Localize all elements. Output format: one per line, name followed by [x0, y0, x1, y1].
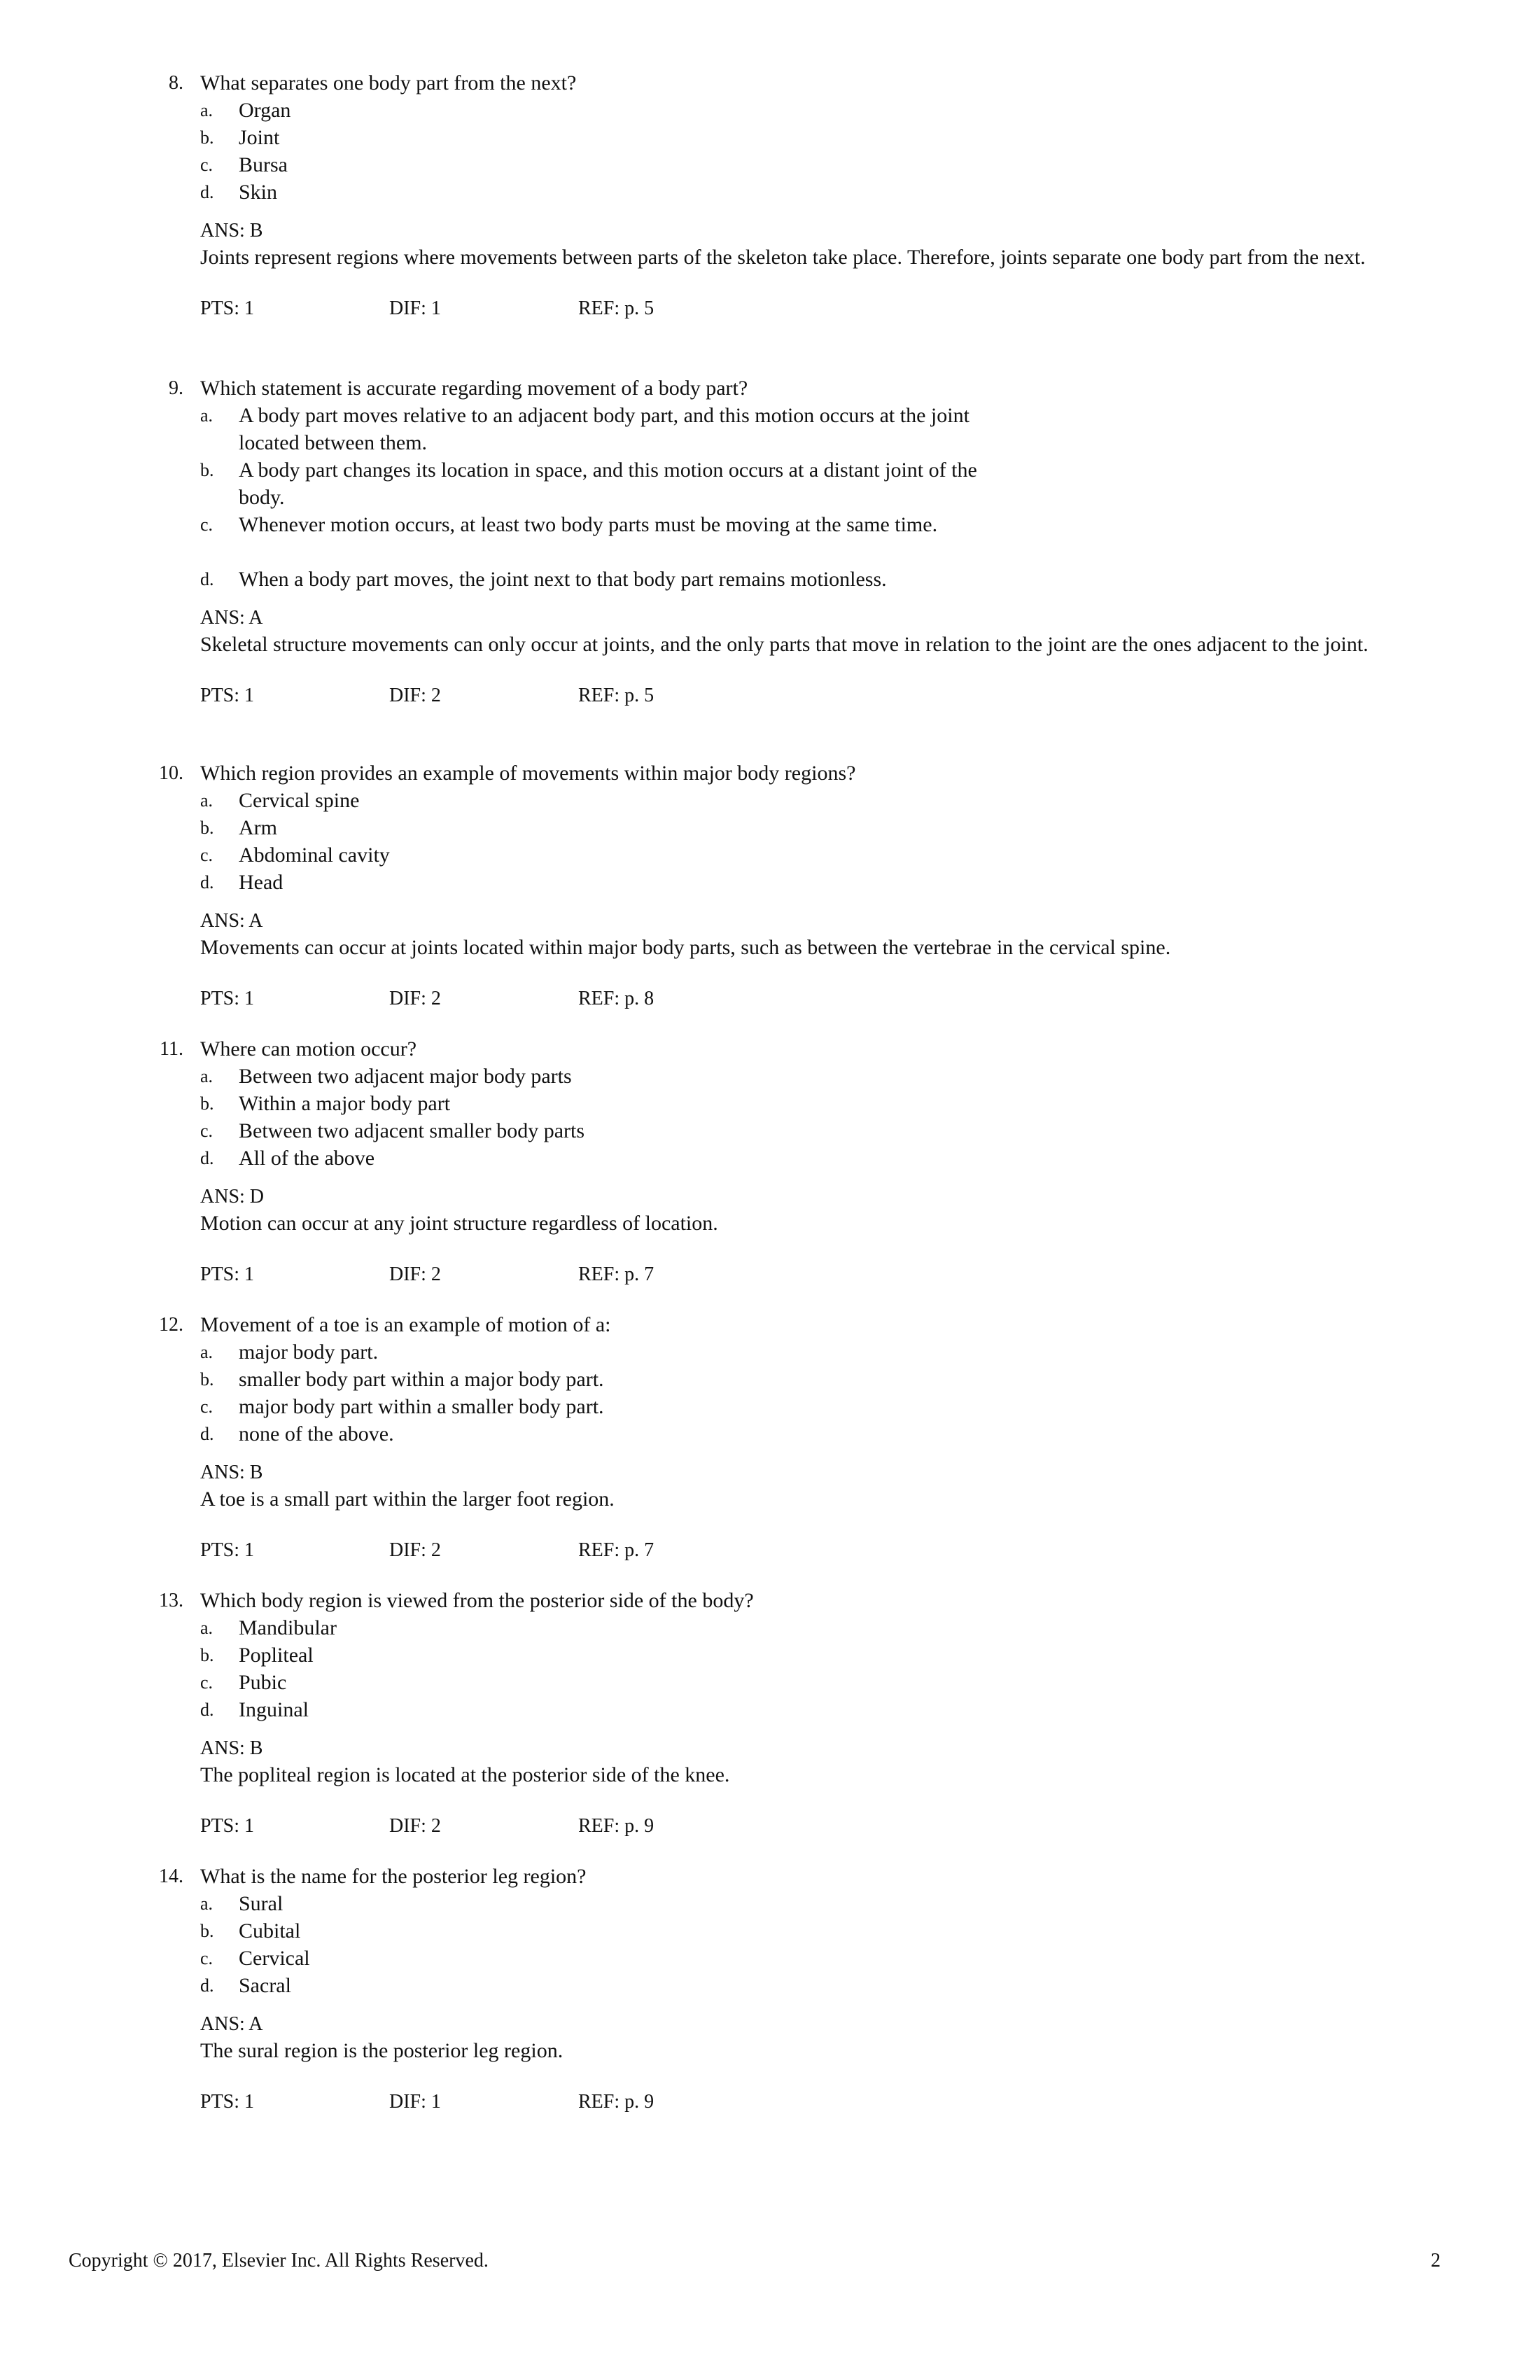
question-stem: Which body region is viewed from the posterior side of the body? — [200, 1589, 754, 1612]
copyright-notice: Copyright © 2017, Elsevier Inc. All Rights Reserved. — [69, 2250, 489, 2272]
option-letter: c. — [200, 845, 214, 865]
option-letter: d. — [200, 569, 214, 589]
option-letter: a. — [200, 790, 214, 811]
option-letter: a. — [200, 1618, 214, 1638]
option-letter: d. — [200, 1975, 214, 1996]
difficulty: DIF: 2 — [389, 988, 441, 1009]
option-letter: b. — [200, 1645, 214, 1665]
option-text: Bursa — [239, 153, 288, 176]
answer-key: ANS: B — [200, 220, 263, 241]
option-text: Sural — [239, 1892, 284, 1915]
option-letter: b. — [200, 1093, 214, 1114]
answer-rationale: Movements can occur at joints located within major body parts, such as between the vertebrae in the cervical spine. — [200, 936, 1171, 959]
option-text: Inguinal — [239, 1698, 309, 1721]
option-letter: b. — [200, 1921, 214, 1941]
page-reference: REF: p. 8 — [578, 988, 654, 1009]
option-letter: b. — [200, 127, 214, 148]
question-9 — [0, 375, 1540, 710]
points: PTS: 1 — [200, 988, 255, 1009]
question-10 — [0, 760, 1540, 1013]
question-metadata — [0, 2088, 1540, 2116]
option-letter: d. — [200, 872, 214, 892]
option-letter: a. — [200, 1066, 214, 1086]
answer-rationale: The popliteal region is located at the posterior side of the knee. — [200, 1763, 730, 1786]
answer-rationale: Joints represent regions where movements between parts of the skeleton take place. Therefore, joints separate one body part from the next. — [200, 246, 1366, 269]
option-letter: d. — [200, 182, 214, 202]
difficulty: DIF: 1 — [389, 2091, 441, 2113]
question-metadata — [0, 1812, 1540, 1840]
points: PTS: 1 — [200, 685, 255, 706]
option-text: All of the above — [239, 1147, 375, 1170]
option-letter: c. — [200, 1948, 214, 1968]
question-metadata — [0, 295, 1540, 323]
option-letter: a. — [200, 1893, 214, 1914]
option-letter: b. — [200, 818, 214, 838]
question-number: 12. — [159, 1314, 183, 1336]
answer-key: ANS: A — [200, 607, 263, 629]
page-reference: REF: p. 5 — [578, 298, 654, 319]
option-letter: c. — [200, 514, 214, 535]
page-reference: REF: p. 7 — [578, 1539, 654, 1561]
question-metadata — [0, 682, 1540, 710]
question-14 — [0, 1863, 1540, 2116]
option-text: Arm — [239, 816, 277, 839]
page-reference: REF: p. 7 — [578, 1264, 654, 1285]
option-letter: a. — [200, 100, 214, 120]
option-text: major body part within a smaller body part. — [239, 1395, 604, 1418]
question-number: 9. — [169, 377, 183, 399]
option-letter: b. — [200, 460, 214, 480]
option-letter: a. — [200, 405, 214, 426]
answer-rationale: Skeletal structure movements can only occur at joints, and the only parts that move in relation to the joint are the ones adjacent to the joint. — [200, 633, 1368, 656]
option-text: Whenever motion occurs, at least two body parts must be moving at the same time. — [239, 513, 938, 536]
answer-key: ANS: A — [200, 910, 263, 932]
option-text: Organ — [239, 99, 291, 122]
question-number: 13. — [159, 1590, 183, 1611]
option-text: Between two adjacent major body parts — [239, 1065, 572, 1088]
difficulty: DIF: 2 — [389, 1539, 441, 1561]
option-text: Skin — [239, 181, 278, 204]
question-stem: Where can motion occur? — [200, 1037, 417, 1060]
question-stem: What is the name for the posterior leg region? — [200, 1865, 587, 1888]
question-12 — [0, 1312, 1540, 1564]
option-text: smaller body part within a major body part. — [239, 1368, 604, 1391]
question-stem: Which statement is accurate regarding movement of a body part? — [200, 377, 748, 400]
answer-key: ANS: A — [200, 2013, 263, 2035]
option-letter: c. — [200, 1396, 214, 1417]
option-text: major body part. — [239, 1340, 379, 1364]
difficulty: DIF: 2 — [389, 685, 441, 706]
page-reference: REF: p. 5 — [578, 685, 654, 706]
page-reference: REF: p. 9 — [578, 1815, 654, 1837]
question-8 — [0, 70, 1540, 323]
question-metadata — [0, 985, 1540, 1013]
option-letter: c. — [200, 155, 214, 175]
option-text: Abdominal cavity — [239, 844, 390, 867]
option-text: Pubic — [239, 1671, 287, 1694]
option-text: Cervical — [239, 1947, 310, 1970]
page-reference: REF: p. 9 — [578, 2091, 654, 2113]
question-stem: What separates one body part from the next? — [200, 71, 577, 94]
question-stem: Movement of a toe is an example of motion of a: — [200, 1313, 611, 1336]
option-letter: c. — [200, 1672, 214, 1693]
option-text: Head — [239, 871, 284, 894]
difficulty: DIF: 2 — [389, 1264, 441, 1285]
option-letter: b. — [200, 1369, 214, 1390]
option-text: Cubital — [239, 1919, 301, 1942]
option-letter: d. — [200, 1148, 214, 1168]
option-text: none of the above. — [239, 1422, 394, 1446]
points: PTS: 1 — [200, 1539, 255, 1561]
question-number: 11. — [160, 1038, 183, 1060]
difficulty: DIF: 2 — [389, 1815, 441, 1837]
question-11 — [0, 1036, 1540, 1289]
option-text: Within a major body part — [239, 1092, 451, 1115]
option-letter: d. — [200, 1700, 214, 1720]
option-text: When a body part moves, the joint next to that body part remains motionless. — [239, 568, 887, 591]
difficulty: DIF: 1 — [389, 298, 441, 319]
answer-rationale: The sural region is the posterior leg region. — [200, 2039, 564, 2062]
option-text: Joint — [239, 126, 280, 149]
answer-key: ANS: D — [200, 1186, 265, 1208]
option-text: A body part moves relative to an adjacent body part, and this motion occurs at the joint located between them. — [239, 404, 969, 454]
question-stem: Which region provides an example of movements within major body regions? — [200, 762, 856, 785]
points: PTS: 1 — [200, 1815, 255, 1837]
option-letter: d. — [200, 1424, 214, 1444]
option-letter: c. — [200, 1121, 214, 1141]
question-number: 10. — [159, 762, 183, 784]
option-text: Between two adjacent smaller body parts — [239, 1119, 585, 1142]
question-metadata — [0, 1261, 1540, 1289]
option-text: A body part changes its location in space, and this motion occurs at a distant joint of the body. — [239, 458, 977, 509]
answer-key: ANS: B — [200, 1462, 263, 1483]
question-13 — [0, 1588, 1540, 1840]
answer-key: ANS: B — [200, 1737, 263, 1759]
option-text: Mandibular — [239, 1616, 337, 1639]
option-text: Sacral — [239, 1974, 291, 1997]
question-number: 8. — [169, 72, 183, 94]
option-text: Cervical spine — [239, 789, 360, 812]
question-number: 14. — [159, 1865, 183, 1887]
answer-rationale: Motion can occur at any joint structure regardless of location. — [200, 1212, 718, 1235]
question-metadata — [0, 1536, 1540, 1564]
points: PTS: 1 — [200, 2091, 255, 2113]
option-text: Popliteal — [239, 1644, 314, 1667]
points: PTS: 1 — [200, 298, 255, 319]
points: PTS: 1 — [200, 1264, 255, 1285]
option-letter: a. — [200, 1342, 214, 1362]
page-number: 2 — [1431, 2250, 1441, 2272]
answer-rationale: A toe is a small part within the larger foot region. — [200, 1488, 615, 1511]
